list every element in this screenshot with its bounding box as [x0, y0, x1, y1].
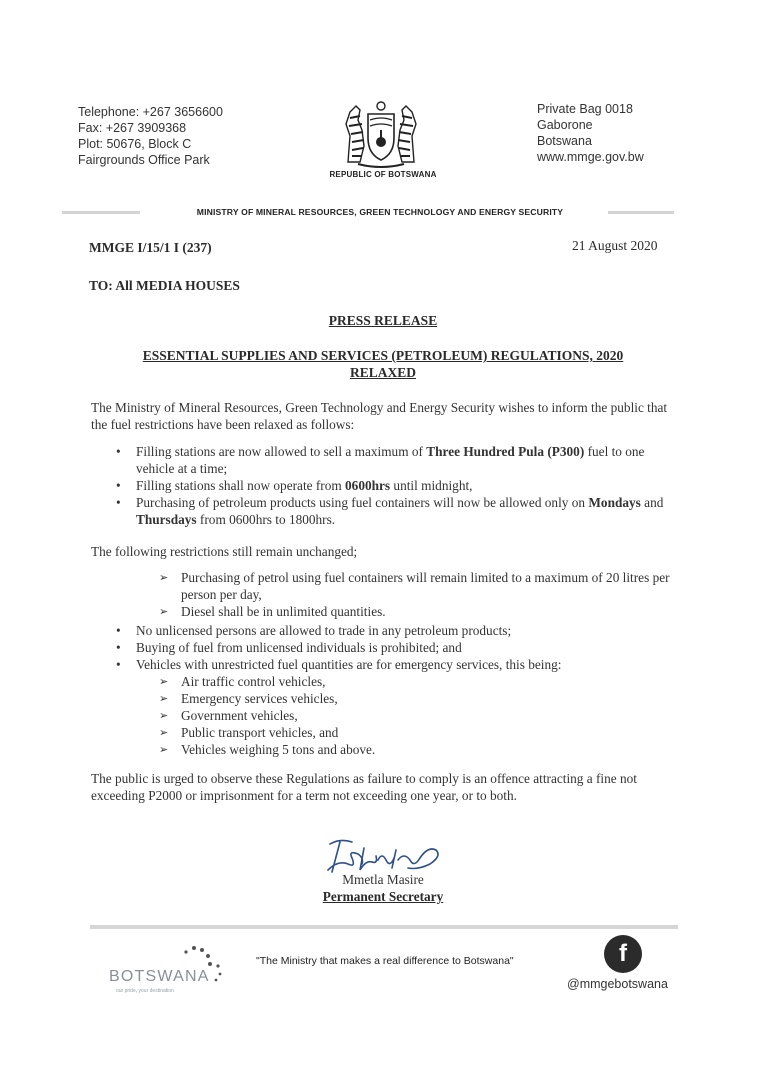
list-item: ➢ Public transport vehicles, and [181, 724, 581, 741]
list-item: ➢ Purchasing of petrol using fuel containers will remain limited to a maximum of 20 litres per person per day, [181, 569, 681, 603]
list-item: • Buying of fuel from unlicensed individuals is prohibited; and [136, 639, 684, 656]
city-line: Gaborone [537, 118, 593, 132]
emblem-caption: REPUBLIC OF BOTSWANA [329, 170, 437, 179]
coat-of-arms-icon [340, 96, 422, 172]
unchanged-sub-list [181, 569, 681, 620]
signer-title: Permanent Secretary [322, 889, 444, 904]
fax-line: Fax: +267 3909368 [78, 121, 187, 135]
recipient-line: TO: All MEDIA HOUSES [89, 278, 240, 293]
handwritten-signature [318, 830, 446, 878]
emergency-vehicles-list [181, 673, 581, 758]
item-emphasis: Mondays [588, 495, 641, 510]
brand-wordmark: BOTSWANA [109, 968, 210, 985]
list-item: ➢ Diesel shall be in unlimited quantities. [181, 603, 681, 620]
unchanged-intro: The following restrictions still remain unchanged; [91, 544, 358, 559]
item-emphasis: Thursdays [136, 512, 197, 527]
relaxations-list [136, 443, 674, 528]
item-text: Filling stations shall now operate from [136, 478, 346, 493]
list-item: ➢ Vehicles weighing 5 tons and above. [181, 741, 581, 758]
intro-paragraph: The Ministry of Mineral Resources, Green Technology and Energy Security wishes to inform the public that the fuel restrictions have been relaxed as follows: [91, 400, 668, 432]
list-item: • No unlicensed persons are allowed to trade in any petroleum products; [136, 622, 684, 639]
postal-details [537, 101, 644, 165]
signer-name: Mmetla Masire [342, 872, 424, 887]
facebook-icon[interactable] [604, 935, 642, 973]
ministry-name: MINISTRY OF MINERAL RESOURCES, GREEN TECHNOLOGY AND ENERGY SECURITY [196, 207, 564, 217]
list-item [136, 443, 674, 477]
item-text: Filling stations are now allowed to sell a maximum of [136, 444, 427, 459]
facebook-glyph: f [619, 940, 627, 967]
list-item [136, 494, 674, 528]
item-emphasis: 0600hrs [345, 478, 391, 493]
item-text: from 0600hrs to 1800hrs. [196, 512, 336, 527]
item-text: until midnight, [390, 478, 473, 493]
press-release-heading: PRESS RELEASE [328, 313, 438, 328]
footer-rule [90, 925, 678, 929]
plot-line: Plot: 50676, Block C [78, 137, 192, 151]
brand-tagline: our pride, your destination [116, 988, 174, 994]
list-item: • Vehicles with unrestricted fuel quantities are for emergency services, this being: [136, 656, 684, 673]
list-item: ➢ Government vehicles, [181, 707, 581, 724]
subject-line-1: ESSENTIAL SUPPLIES AND SERVICES (PETROLEUM) REGULATIONS, 2020 [142, 348, 624, 363]
subject-heading [0, 347, 766, 381]
unchanged-list [136, 622, 684, 673]
list-item: ➢ Emergency services vehicles, [181, 690, 581, 707]
ministry-slogan: "The Ministry that makes a real difference to Botswana" [256, 955, 514, 967]
closing-paragraph: The public is urged to observe these Regulations as failure to comply is an offence attracting a fine not exceeding P2000 or imprisonment for a term not exceeding one year, or to both. [91, 771, 637, 803]
private-bag-line: Private Bag 0018 [537, 102, 633, 116]
header-rule-left [62, 211, 140, 214]
list-item: ➢ Air traffic control vehicles, [181, 673, 581, 690]
website-line: www.mmge.gov.bw [537, 150, 644, 164]
item-emphasis: Three Hundred Pula (P300) [426, 444, 585, 459]
item-text: Purchasing of petroleum products using fuel containers will now be allowed only on [136, 495, 589, 510]
country-line: Botswana [537, 134, 592, 148]
list-item [136, 477, 674, 494]
office-park-line: Fairgrounds Office Park [78, 153, 210, 167]
subject-line-2: RELAXED [349, 365, 416, 380]
letter-date: 21 August 2020 [572, 238, 658, 253]
reference-number: MMGE I/15/1 I (237) [89, 240, 212, 255]
item-text: and [640, 495, 664, 510]
header-rule-right [608, 211, 674, 214]
item-text: fuel to one vehicle at a time; [136, 444, 645, 476]
telephone-line: Telephone: +267 3656600 [78, 105, 223, 119]
contact-details [78, 104, 223, 168]
social-handle[interactable]: @mmgebotswana [567, 977, 668, 991]
